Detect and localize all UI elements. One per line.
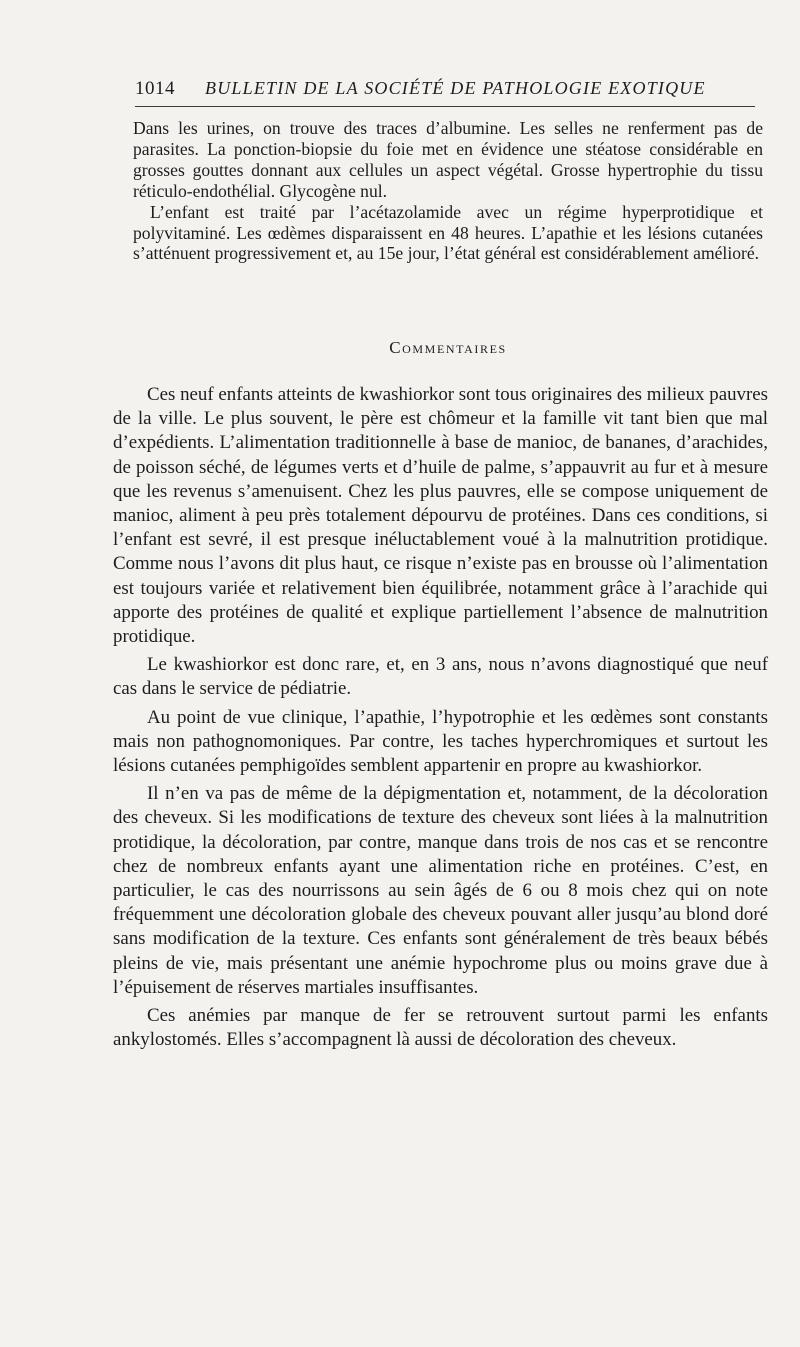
page-number: 1014 [135,78,175,99]
running-head [135,76,755,104]
journal-title: BULLETIN DE LA SOCIÉTÉ DE PATHOLOGIE EXOTIQUE [205,78,706,98]
commentary-paragraph: Ces neuf enfants atteints de kwashiorkor sont tous originaires des milieux pauvres de la ville. Le plus souvent, le père est chômeur et la famille vit tant bien que mal d’expédients. L’alimentation traditionnelle à base de manioc, de bananes, d’arachides, de poisson séché, de légumes verts et d’huile de palme, s’appauvrit au fur et à mesure que les revenus s’amenuisent. Chez les plus pauvres, elle se compose uniquement de manioc, aliment à peu près totalement dépourvu de protéines. Dans ces conditions, si l’enfant est sevré, il est presque inéluctablement voué à la malnutrition protidique. Comme nous l’avons dit plus haut, ce risque n’existe pas en brousse où l’alimentation est toujours variée et relativement bien équilibrée, notamment grâce à l’arachide qui apporte des protéines de qualité et explique partiellement l’absence de malnutrition protidique. [113,384,768,648]
commentary-paragraph: Le kwashiorkor est donc rare, et, en 3 ans, nous n’avons diagnostiqué que neuf cas dans le service de pédiatrie. [113,654,768,700]
commentary-paragraph: Ces anémies par manque de fer se retrouvent surtout parmi les enfants ankylostomés. Elles s’accompagnent là aussi de décoloration des cheveux. [113,1005,768,1051]
commentary-paragraph: Il n’en va pas de même de la dépigmentation et, notamment, de la décoloration des cheveux. Si les modifications de texture des cheveux sont liées à la malnutrition protidique, la décoloration, par contre, manque dans trois de nos cas et se rencontre chez de nombreux enfants ayant une alimentation riche en protéines. C’est, en particulier, le cas des nourrissons au sein âgés de 6 ou 8 mois chez qui on note fréquemment une décoloration globale des cheveux pouvant aller jusqu’au blond doré sans modification de la texture. Ces enfants sont généralement de très beaux bébés pleins de vie, mais présentant une anémie hypochrome plus ou moins grave due à l’épuisement de réserves martiales insuffisantes. [113,783,768,998]
commentaires-text [113,383,768,1052]
header-rule [135,106,755,107]
section-heading: Commentaires [389,338,507,357]
commentary-paragraph: Au point de vue clinique, l’apathie, l’hypotrophie et les œdèmes sont constants mais non pathognomoniques. Par contre, les taches hyperchromiques et surtout les lésions cutanées pemphigoïdes semblent appartenir en propre au kwashiorkor. [113,706,768,777]
case-report-text [133,118,763,264]
case-paragraph: Dans les urines, on trouve des traces d’albumine. Les selles ne renferment pas de parasites. La ponction-biopsie du foie met en évidence une stéatose considérable en grosses gouttes donnant aux cellules un aspect végétal. Grosse hypertrophie du tissu réticulo-endothélial. Glycogène nul. [133,118,763,201]
case-paragraph: L’enfant est traité par l’acétazolamide avec un régime hyperprotidique et polyvitaminé. Les œdèmes disparaissent en 48 heures. L’apathie et les lésions cutanées s’atténuent progressivement et, au 15e jour, l’état général est considérablement amélioré. [133,201,763,264]
